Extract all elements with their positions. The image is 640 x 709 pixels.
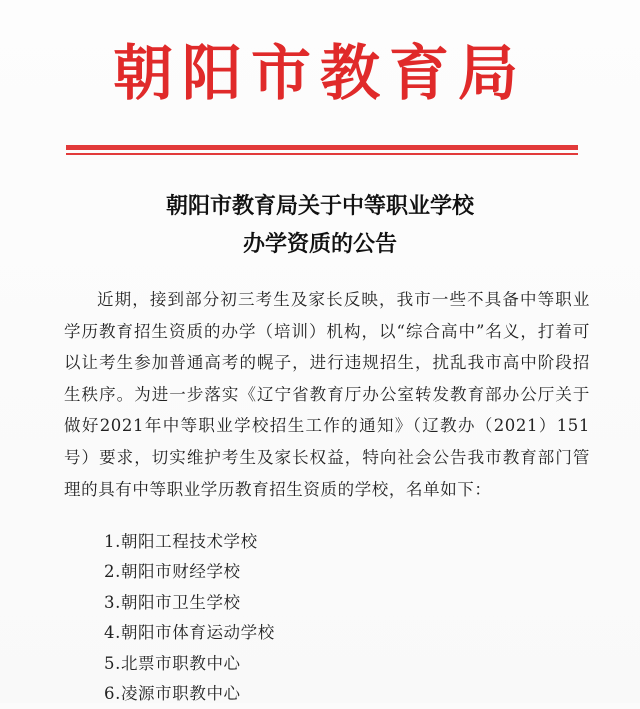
title-line-1: 朝阳市教育局关于中等职业学校	[165, 194, 474, 219]
document-title	[0, 188, 640, 264]
org-header: 朝阳市教育局	[113, 39, 527, 109]
list-item: 2.朝阳市财经学校	[104, 562, 241, 582]
school-list	[104, 527, 275, 709]
list-item: 1.朝阳工程技术学校	[104, 532, 258, 551]
header-rule-thin	[66, 153, 578, 155]
title-line-2: 办学资质的公告	[242, 232, 397, 257]
list-item: 4.朝阳市体育运动学校	[104, 623, 275, 643]
header-rule-thick	[66, 145, 578, 150]
body-paragraph: 近期，接到部分初三考生及家长反映，我市一些不具备中等职业学历教育招生资质的办学（培训）机构，以“综合高中”名义，打着可以让考生参加普通高考的幌子，进行违规招生，扰乱我市高中阶段招生秩序。为进一步落实《辽宁省教育厅办公室转发教育部办公厅关于做好2021年中等职业学校招生工作的通知》（辽教办（2021）151号）要求，切实维护考生及家长权益，特向社会公告我市教育部门管理的具有中等职业学历教育招生资质的学校，名单如下：	[64, 290, 590, 499]
list-item: 3.朝阳市卫生学校	[104, 592, 241, 612]
list-item: 6.凌源市职教中心	[104, 684, 241, 704]
list-item: 5.北票市职教中心	[104, 653, 241, 673]
